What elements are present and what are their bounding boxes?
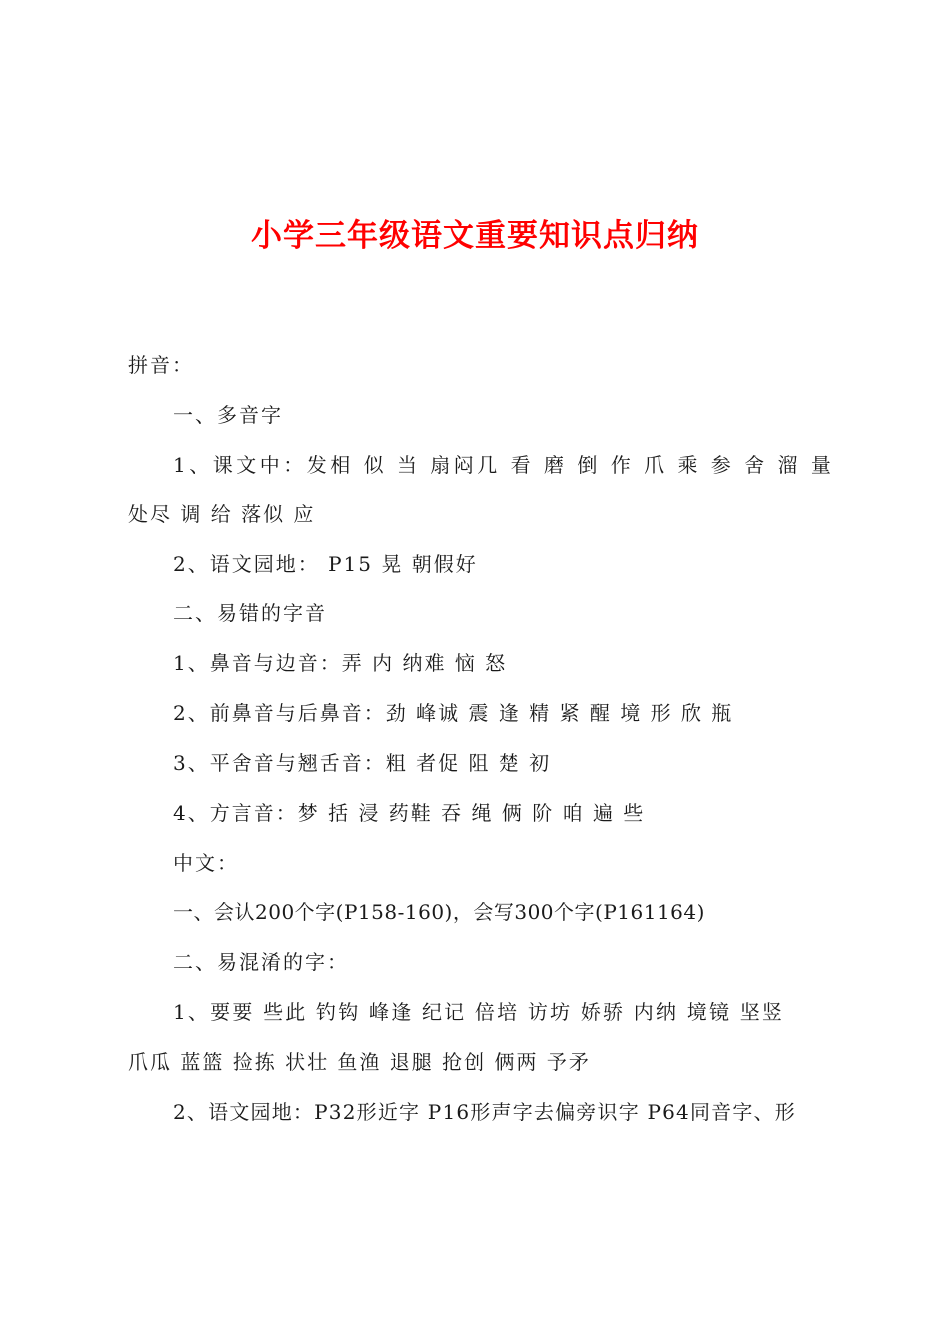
text-line: 1、要要 些此 钓钩 峰逢 纪记 倍培 访坊 娇骄 内纳 境镜 坚竖 bbox=[173, 1000, 785, 1024]
text-line: 3、平舍音与翘舌音：粗 者促 阻 楚 初 bbox=[173, 751, 552, 775]
text-line: 2、语文园地：P32形近字 P16形声字去偏旁识字 P64同音字、形 bbox=[173, 1100, 796, 1124]
text-line: 二、易混淆的字： bbox=[173, 950, 349, 974]
text-line: 二、易错的字音 bbox=[173, 601, 327, 625]
text-line: 拼音： bbox=[128, 353, 194, 377]
text-line: 中文： bbox=[173, 851, 239, 875]
text-line: 爪瓜 蓝篮 捡拣 状壮 鱼渔 退腿 抢创 俩两 予矛 bbox=[128, 1050, 591, 1074]
text-line: 2、前鼻音与后鼻音：劲 峰诚 震 逢 精 紧 醒 境 形 欣 瓶 bbox=[173, 701, 734, 725]
text-line: 处尽 调 给 落似 应 bbox=[128, 502, 316, 526]
text-line: 1、鼻音与边音：弄 内 纳难 恼 怒 bbox=[173, 651, 508, 675]
text-line: 4、方言音：梦 括 浸 药鞋 吞 绳 俩 阶 咱 遍 些 bbox=[173, 801, 646, 825]
text-line: 2、语文园地： P15 晃 朝假好 bbox=[173, 552, 478, 576]
document-title: 小学三年级语文重要知识点归纳 bbox=[251, 218, 699, 254]
text-line: 一、会认200个字(P158-160)，会写300个字(P161164) bbox=[173, 900, 705, 924]
text-line: 一、多音字 bbox=[173, 403, 283, 427]
text-line: 1、课文中：发相 似 当 扇闷几 看 磨 倒 作 爪 乘 参 舍 溜 量 bbox=[173, 453, 835, 477]
